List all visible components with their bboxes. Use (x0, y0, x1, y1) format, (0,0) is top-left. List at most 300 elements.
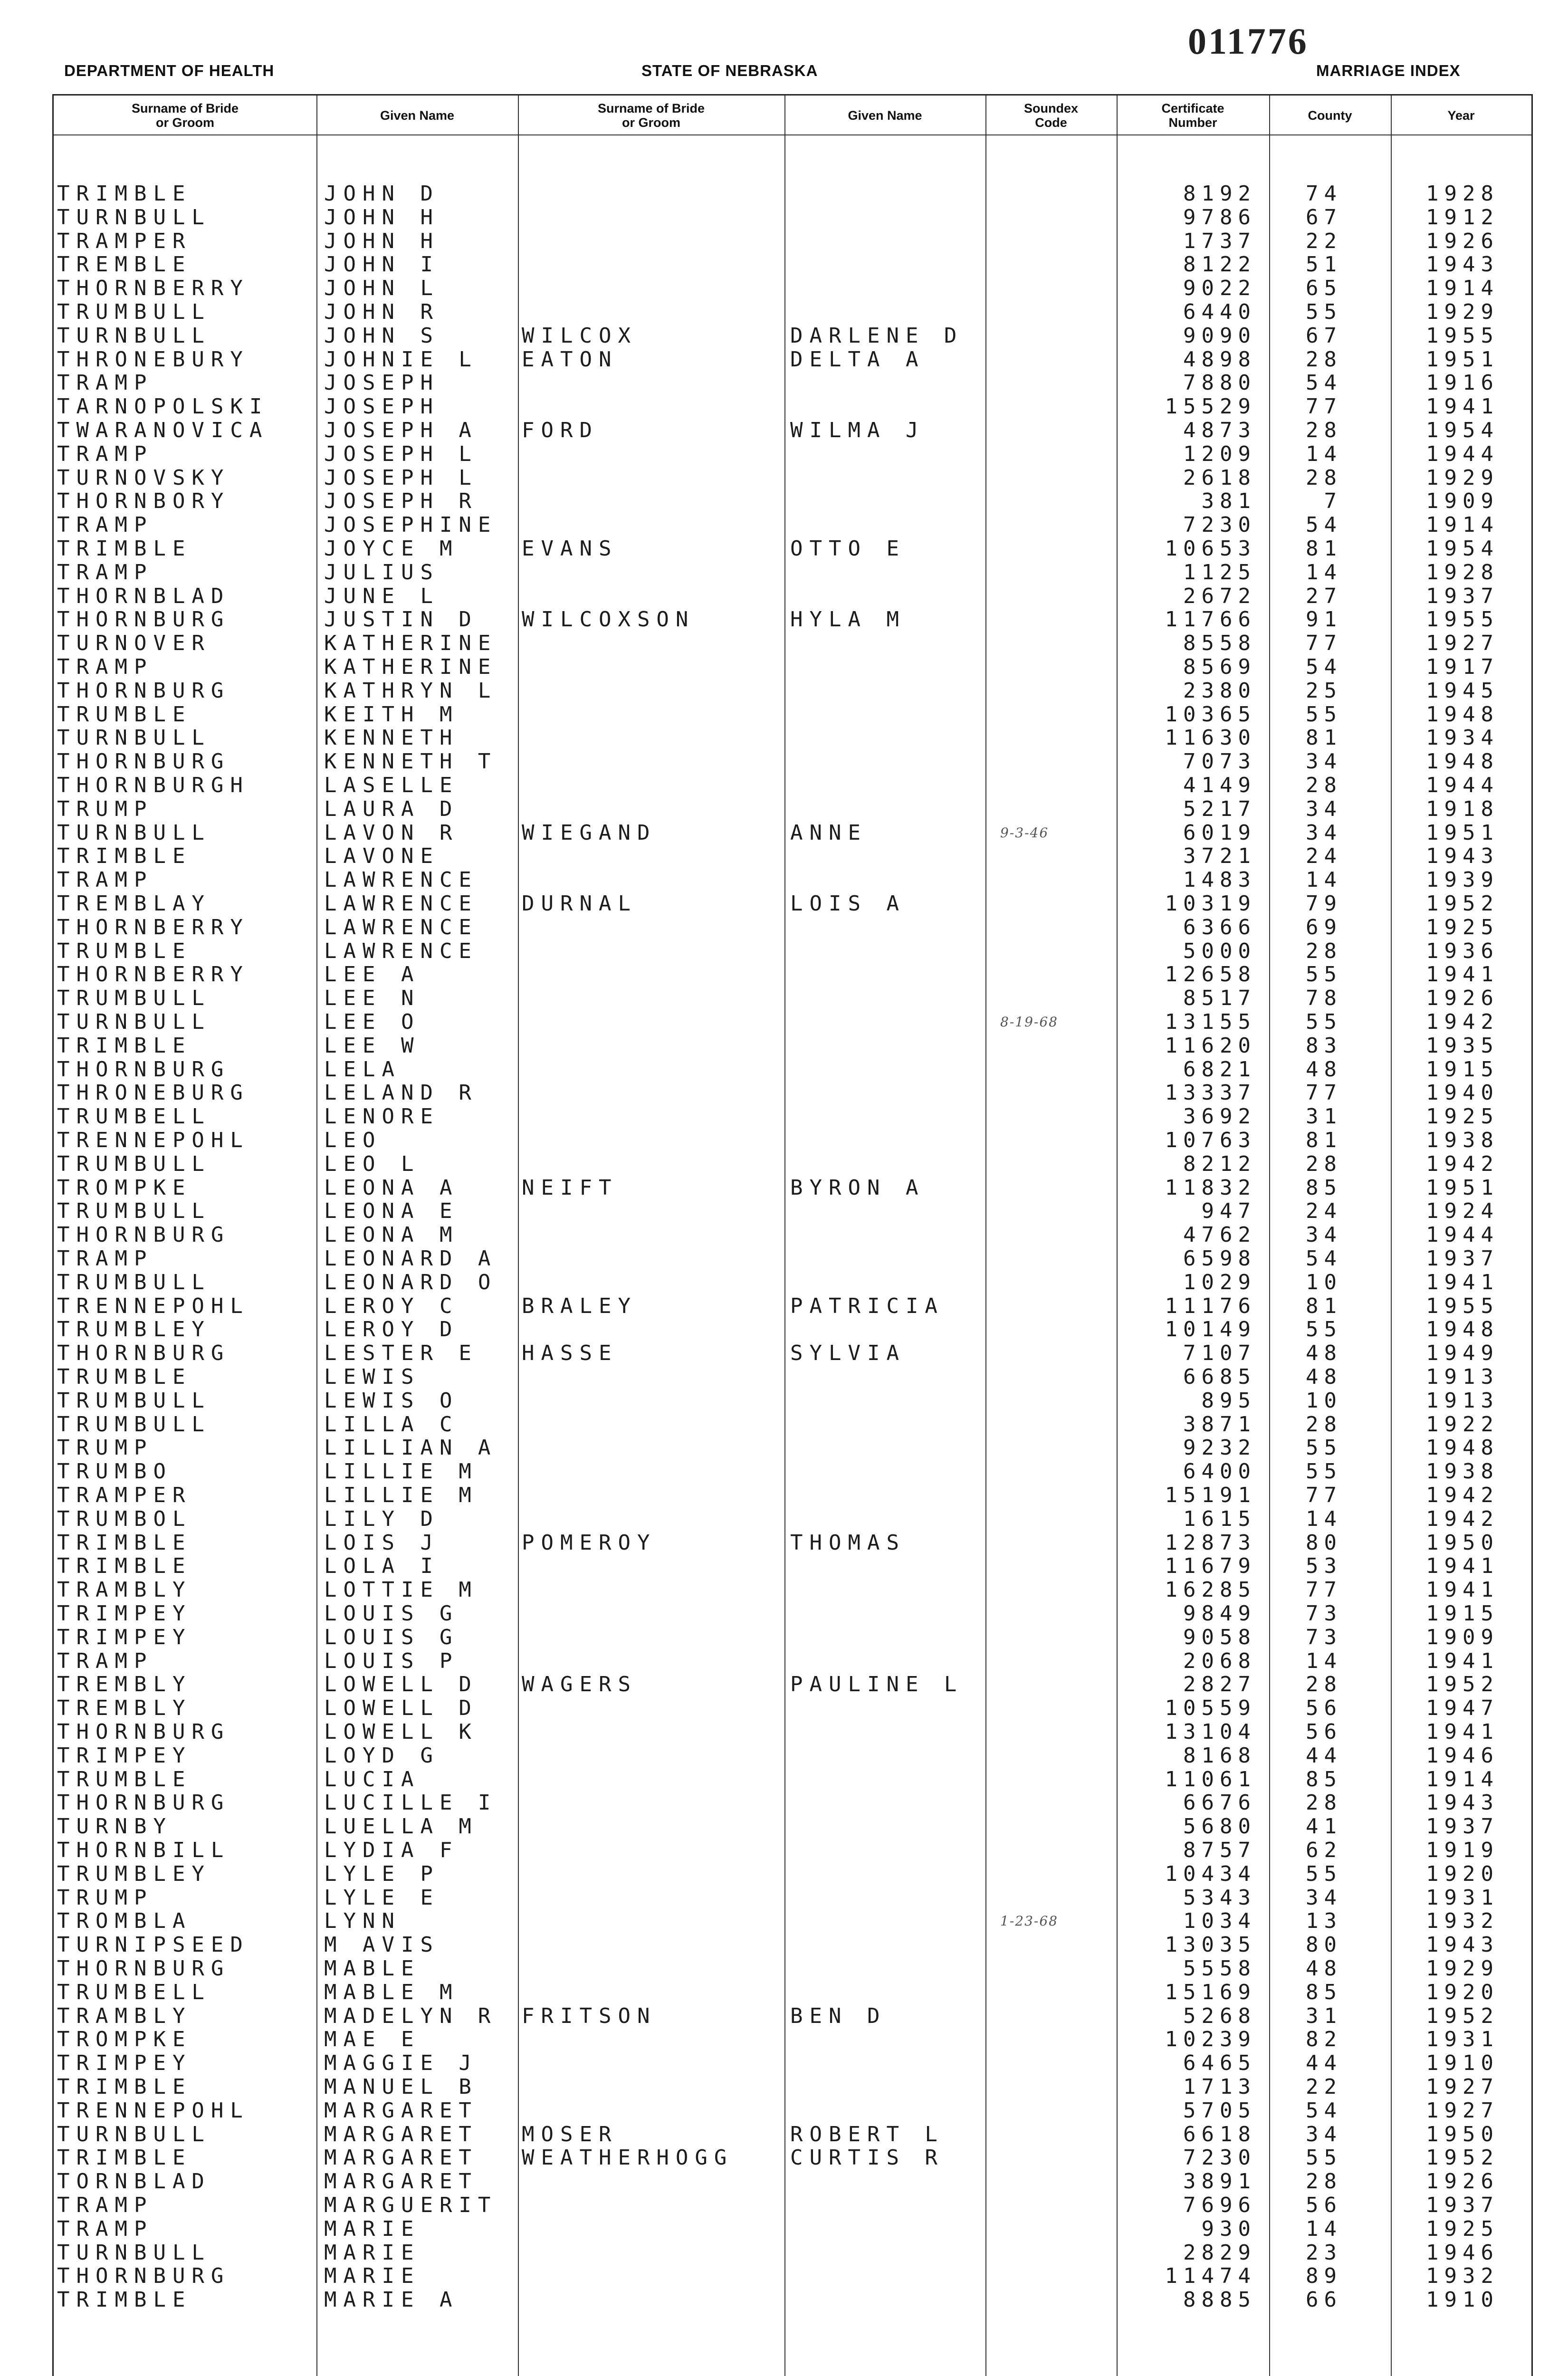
table-row (0, 1554, 1568, 1578)
year: 1954 (1426, 418, 1499, 442)
surname: THORNBLAD (57, 584, 230, 608)
surname: THORNBERRY (57, 962, 249, 987)
certificate-number: 3692 (1183, 1104, 1256, 1129)
table-row (0, 963, 1568, 987)
table-row (0, 1768, 1568, 1792)
certificate-number: 11832 (1165, 1175, 1256, 1200)
county-code: 13 (1306, 1909, 1342, 1934)
given-name: MARGARET (324, 2122, 478, 2146)
surname: THORNBILL (57, 1838, 230, 1862)
certificate-number: 9022 (1183, 276, 1256, 301)
surname: THORNBURG (57, 607, 230, 632)
certificate-number: 10434 (1165, 1861, 1256, 1886)
surname: THORNBURG (57, 678, 230, 703)
county-code: 54 (1306, 655, 1342, 679)
surname: TRENNEPOHL (57, 1128, 249, 1152)
given-name: MARIE (324, 2240, 421, 2265)
certificate-number: 2672 (1183, 584, 1256, 608)
table-row (0, 1247, 1568, 1271)
county-code: 23 (1306, 2240, 1342, 2265)
year: 1955 (1426, 323, 1499, 348)
table-row (0, 1696, 1568, 1720)
year: 1952 (1426, 2146, 1499, 2170)
year: 1937 (1426, 584, 1499, 608)
table-row (0, 206, 1568, 230)
county-code: 65 (1306, 276, 1342, 301)
certificate-number: 7230 (1183, 513, 1256, 537)
certificate-number: 3721 (1183, 844, 1256, 869)
year: 1952 (1426, 891, 1499, 916)
year: 1910 (1426, 2051, 1499, 2076)
table-row (0, 939, 1568, 963)
given-name: KENNETH (324, 726, 459, 750)
year: 1927 (1426, 2075, 1499, 2099)
given-name: LOWELL D (324, 1672, 478, 1697)
certificate-number: 15191 (1165, 1483, 1256, 1507)
table-row (0, 1152, 1568, 1176)
table-row (0, 2028, 1568, 2051)
given-name: MARIE A (324, 2288, 459, 2312)
spouse-surname: BRALEY (522, 1293, 637, 1318)
given-name: M AVIS (324, 1933, 440, 1957)
certificate-number: 1125 (1183, 560, 1256, 584)
table-row (0, 2170, 1568, 2194)
county-code: 14 (1306, 441, 1342, 466)
table-row (0, 1909, 1568, 1933)
table-row (0, 1294, 1568, 1318)
surname: TURNBY (57, 1814, 172, 1839)
surname: TRAMPER (57, 1483, 192, 1507)
year: 1952 (1426, 1672, 1499, 1697)
spouse-given-name: WILMA J (790, 418, 925, 442)
county-code: 22 (1306, 229, 1342, 253)
county-code: 22 (1306, 2075, 1342, 2099)
table-row (0, 2146, 1568, 2170)
certificate-number: 3871 (1183, 1412, 1256, 1437)
given-name: LELAND R (324, 1081, 478, 1105)
table-row (0, 1602, 1568, 1626)
table-row (0, 2241, 1568, 2265)
column-header-year: Year (1447, 108, 1475, 123)
surname: TRUMP (57, 1436, 153, 1460)
county-code: 55 (1306, 962, 1342, 987)
surname: TRUMBULL (57, 1412, 211, 1437)
certificate-number: 8212 (1183, 1151, 1256, 1176)
surname: THORNBERRY (57, 915, 249, 939)
county-code: 24 (1306, 844, 1342, 869)
year: 1937 (1426, 2193, 1499, 2217)
county-code: 55 (1306, 1436, 1342, 1460)
given-name: MANUEL B (324, 2075, 478, 2099)
county-code: 34 (1306, 796, 1342, 821)
spouse-given-name: HYLA M (790, 607, 906, 632)
surname: TRUMBO (57, 1459, 172, 1484)
table-row (0, 655, 1568, 679)
table-row (0, 844, 1568, 868)
certificate-number: 4762 (1183, 1223, 1256, 1247)
year: 1944 (1426, 1223, 1499, 1247)
table-row (0, 348, 1568, 372)
year: 1939 (1426, 868, 1499, 892)
county-code: 89 (1306, 2264, 1342, 2289)
table-row (0, 277, 1568, 300)
county-code: 73 (1306, 1601, 1342, 1626)
table-row (0, 537, 1568, 561)
given-name: MABLE M (324, 1980, 459, 2004)
year: 1927 (1426, 631, 1499, 656)
column-header-certificate: Certificate Number (1161, 101, 1224, 130)
surname: TURNBULL (57, 2240, 211, 2265)
county-code: 56 (1306, 2193, 1342, 2217)
year: 1952 (1426, 2003, 1499, 2028)
spouse-given-name: PAULINE L (790, 1672, 964, 1697)
spouse-surname: HASSE (522, 1341, 618, 1366)
year: 1947 (1426, 1696, 1499, 1721)
table-row (0, 797, 1568, 821)
year: 1928 (1426, 560, 1499, 584)
surname: TRAMP (57, 441, 153, 466)
county-code: 81 (1306, 1293, 1342, 1318)
year: 1926 (1426, 229, 1499, 253)
column-header-given-name-1: Given Name (380, 108, 455, 123)
table-row (0, 1578, 1568, 1602)
table-row (0, 1791, 1568, 1815)
surname: TURNIPSEED (57, 1933, 249, 1957)
year: 1916 (1426, 371, 1499, 395)
county-code: 55 (1306, 702, 1342, 727)
table-row (0, 1365, 1568, 1389)
county-code: 78 (1306, 986, 1342, 1011)
certificate-number: 8168 (1183, 1743, 1256, 1768)
year: 1913 (1426, 1365, 1499, 1389)
surname: THORNBURG (57, 749, 230, 774)
spouse-surname: POMEROY (522, 1530, 657, 1555)
given-name: JOHN H (324, 205, 440, 230)
certificate-number: 9232 (1183, 1436, 1256, 1460)
certificate-number: 11061 (1165, 1767, 1256, 1792)
year: 1938 (1426, 1459, 1499, 1484)
year: 1924 (1426, 1199, 1499, 1224)
year: 1942 (1426, 1151, 1499, 1176)
certificate-number: 2068 (1183, 1648, 1256, 1673)
table-row (0, 1649, 1568, 1673)
handwritten-note: 8-19-68 (1000, 1014, 1058, 1030)
table-row (0, 584, 1568, 608)
table-row (0, 1413, 1568, 1437)
certificate-number: 11679 (1165, 1554, 1256, 1579)
table-row (0, 371, 1568, 395)
table-row (0, 513, 1568, 537)
surname: TURNBULL (57, 1010, 211, 1034)
given-name: LEWIS O (324, 1388, 459, 1413)
year: 1920 (1426, 1861, 1499, 1886)
year: 1951 (1426, 1175, 1499, 1200)
given-name: LAVON R (324, 820, 459, 845)
certificate-number: 1713 (1183, 2075, 1256, 2099)
certificate-number: 7880 (1183, 371, 1256, 395)
spouse-given-name: SYLVIA (790, 1341, 906, 1366)
certificate-number: 6618 (1183, 2122, 1256, 2146)
given-name: LUCIA (324, 1767, 421, 1792)
certificate-number: 12658 (1165, 962, 1256, 987)
table-row (0, 2194, 1568, 2217)
county-code: 28 (1306, 939, 1342, 963)
county-code: 77 (1306, 1578, 1342, 1602)
given-name: LUCILLE I (324, 1791, 497, 1815)
surname: THORNBURG (57, 1341, 230, 1366)
county-code: 7 (1324, 489, 1342, 514)
given-name: LENORE (324, 1104, 440, 1129)
given-name: LAURA D (324, 796, 459, 821)
table-row (0, 230, 1568, 253)
year: 1948 (1426, 1436, 1499, 1460)
surname: TROMPKE (57, 2027, 192, 2052)
certificate-number: 5680 (1183, 1814, 1256, 1839)
county-code: 85 (1306, 1175, 1342, 1200)
certificate-number: 13337 (1165, 1081, 1256, 1105)
year: 1943 (1426, 844, 1499, 869)
surname: TRIMBLE (57, 537, 192, 561)
county-code: 67 (1306, 323, 1342, 348)
county-code: 77 (1306, 394, 1342, 419)
certificate-number: 6685 (1183, 1365, 1256, 1389)
year: 1941 (1426, 1720, 1499, 1744)
county-code: 56 (1306, 1696, 1342, 1721)
spouse-given-name: BYRON A (790, 1175, 925, 1200)
spouse-surname: FRITSON (522, 2003, 657, 2028)
surname: TRIMBLE (57, 2288, 192, 2312)
table-row (0, 2288, 1568, 2312)
table-row (0, 868, 1568, 892)
surname: THRONEBURY (57, 347, 249, 372)
given-name: LILLIAN A (324, 1436, 497, 1460)
table-row (0, 2075, 1568, 2099)
table-row (0, 1176, 1568, 1200)
certificate-number: 9786 (1183, 205, 1256, 230)
spouse-surname: NEIFT (522, 1175, 618, 1200)
table-row (0, 1933, 1568, 1957)
table-row (0, 987, 1568, 1010)
surname: TRAMP (57, 655, 153, 679)
county-code: 85 (1306, 1980, 1342, 2004)
surname: TRENNEPOHL (57, 1293, 249, 1318)
certificate-number: 11630 (1165, 726, 1256, 750)
certificate-number: 10559 (1165, 1696, 1256, 1721)
county-code: 55 (1306, 300, 1342, 324)
table-row (0, 1389, 1568, 1413)
spouse-surname: EATON (522, 347, 618, 372)
surname: TRIMPEY (57, 1601, 192, 1626)
certificate-number: 4149 (1183, 773, 1256, 797)
table-row (0, 300, 1568, 324)
table-row (0, 1199, 1568, 1223)
certificate-number: 2380 (1183, 678, 1256, 703)
surname: TRIMBLE (57, 182, 192, 206)
table-row (0, 703, 1568, 727)
county-code: 69 (1306, 915, 1342, 939)
table-row (0, 1815, 1568, 1839)
given-name: LOYD G (324, 1743, 440, 1768)
certificate-number: 9090 (1183, 323, 1256, 348)
given-name: JOSEPH L (324, 465, 478, 490)
certificate-number: 6598 (1183, 1246, 1256, 1271)
table-row (0, 892, 1568, 916)
surname: TRIMBLE (57, 2075, 192, 2099)
certificate-number: 11620 (1165, 1033, 1256, 1058)
certificate-number: 1034 (1183, 1909, 1256, 1934)
year: 1917 (1426, 655, 1499, 679)
certificate-number: 6366 (1183, 915, 1256, 939)
spouse-given-name: LOIS A (790, 891, 906, 916)
year: 1931 (1426, 2027, 1499, 2052)
year: 1943 (1426, 1933, 1499, 1957)
table-row (0, 1105, 1568, 1129)
certificate-number: 1209 (1183, 441, 1256, 466)
table-row (0, 1058, 1568, 1082)
spouse-given-name: DARLENE D (790, 323, 964, 348)
county-code: 28 (1306, 1672, 1342, 1697)
table-row (0, 1720, 1568, 1744)
county-code: 34 (1306, 1223, 1342, 1247)
column-header-given-name-2: Given Name (848, 108, 922, 123)
given-name: JOSEPH L (324, 441, 478, 466)
year: 1941 (1426, 394, 1499, 419)
certificate-number: 6821 (1183, 1057, 1256, 1082)
county-code: 10 (1306, 1388, 1342, 1413)
surname: TRUMBULL (57, 1199, 211, 1224)
year: 1928 (1426, 182, 1499, 206)
surname: TRAMBLY (57, 2003, 192, 2028)
given-name: MARGUERIT (324, 2193, 497, 2217)
spouse-given-name: DELTA A (790, 347, 925, 372)
county-code: 41 (1306, 1814, 1342, 1839)
given-name: JOHN R (324, 300, 440, 324)
year: 1941 (1426, 1648, 1499, 1673)
table-row (0, 2051, 1568, 2075)
given-name: LYLE E (324, 1885, 440, 1910)
county-code: 51 (1306, 252, 1342, 277)
certificate-number: 947 (1201, 1199, 1256, 1224)
given-name: LILLIE M (324, 1459, 478, 1484)
given-name: JOHN D (324, 182, 440, 206)
column-header-county: County (1308, 108, 1352, 123)
year: 1951 (1426, 820, 1499, 845)
year: 1922 (1426, 1412, 1499, 1437)
county-code: 34 (1306, 820, 1342, 845)
spouse-surname: WEATHERHOGG (522, 2146, 734, 2170)
given-name: LOUIS G (324, 1625, 459, 1649)
year: 1946 (1426, 1743, 1499, 1768)
certificate-number: 4873 (1183, 418, 1256, 442)
county-code: 81 (1306, 726, 1342, 750)
county-code: 80 (1306, 1933, 1342, 1957)
year: 1942 (1426, 1506, 1499, 1531)
year: 1929 (1426, 1956, 1499, 1981)
given-name: LUELLA M (324, 1814, 478, 1839)
year: 1935 (1426, 1033, 1499, 1058)
document-number: 011776 (1188, 20, 1309, 62)
surname: TRAMP (57, 868, 153, 892)
year: 1950 (1426, 1530, 1499, 1555)
table-row (0, 1626, 1568, 1649)
surname: THORNBURG (57, 1720, 230, 1744)
table-row (0, 2264, 1568, 2288)
certificate-number: 10319 (1165, 891, 1256, 916)
county-code: 54 (1306, 371, 1342, 395)
surname: TURNOVER (57, 631, 211, 656)
given-name: JOHNIE L (324, 347, 478, 372)
spouse-given-name: BEN D (790, 2003, 887, 2028)
table-row (0, 1886, 1568, 1910)
spouse-given-name: OTTO E (790, 537, 906, 561)
table-row (0, 1129, 1568, 1152)
table-row (0, 1318, 1568, 1341)
given-name: LILLA C (324, 1412, 459, 1437)
given-name: LAWRENCE (324, 915, 478, 939)
county-code: 54 (1306, 1246, 1342, 1271)
county-code: 34 (1306, 1885, 1342, 1910)
column-header-soundex: Soundex Code (1023, 101, 1078, 130)
county-code: 55 (1306, 2146, 1342, 2170)
given-name: LEO (324, 1128, 382, 1152)
county-code: 55 (1306, 1861, 1342, 1886)
given-name: JOSEPH (324, 394, 440, 419)
given-name: LEONA E (324, 1199, 459, 1224)
certificate-number: 6440 (1183, 300, 1256, 324)
given-name: LEWIS (324, 1365, 421, 1389)
certificate-number: 5343 (1183, 1885, 1256, 1910)
given-name: LEE W (324, 1033, 421, 1058)
certificate-number: 13104 (1165, 1720, 1256, 1744)
table-row (0, 1507, 1568, 1531)
handwritten-note: 9-3-46 (1000, 824, 1049, 841)
certificate-number: 5558 (1183, 1956, 1256, 1981)
given-name: MABLE (324, 1956, 421, 1981)
year: 1914 (1426, 276, 1499, 301)
year: 1937 (1426, 1814, 1499, 1839)
given-name: LILY D (324, 1506, 440, 1531)
given-name: KENNETH T (324, 749, 497, 774)
certificate-number: 5268 (1183, 2003, 1256, 2028)
given-name: JUNE L (324, 584, 440, 608)
certificate-number: 5000 (1183, 939, 1256, 963)
table-row (0, 774, 1568, 797)
county-code: 14 (1306, 1648, 1342, 1673)
certificate-number: 16285 (1165, 1578, 1256, 1602)
surname: TRIMPEY (57, 1743, 192, 1768)
surname: TURNBULL (57, 2122, 211, 2146)
given-name: JOSEPH R (324, 489, 478, 514)
column-header-surname-2: Surname of Bride or Groom (597, 101, 705, 130)
certificate-number: 6465 (1183, 2051, 1256, 2076)
given-name: LOWELL D (324, 1696, 478, 1721)
given-name: JOYCE M (324, 537, 459, 561)
county-code: 73 (1306, 1625, 1342, 1649)
county-code: 44 (1306, 1743, 1342, 1768)
year: 1943 (1426, 1791, 1499, 1815)
year: 1955 (1426, 607, 1499, 632)
surname: TRUMBOL (57, 1506, 192, 1531)
year: 1929 (1426, 300, 1499, 324)
table-row (0, 726, 1568, 750)
county-code: 48 (1306, 1956, 1342, 1981)
surname: TRUMBULL (57, 1151, 211, 1176)
year: 1943 (1426, 252, 1499, 277)
given-name: LELA (324, 1057, 401, 1082)
county-code: 54 (1306, 513, 1342, 537)
certificate-number: 12873 (1165, 1530, 1256, 1555)
surname: THORNBURG (57, 1223, 230, 1247)
